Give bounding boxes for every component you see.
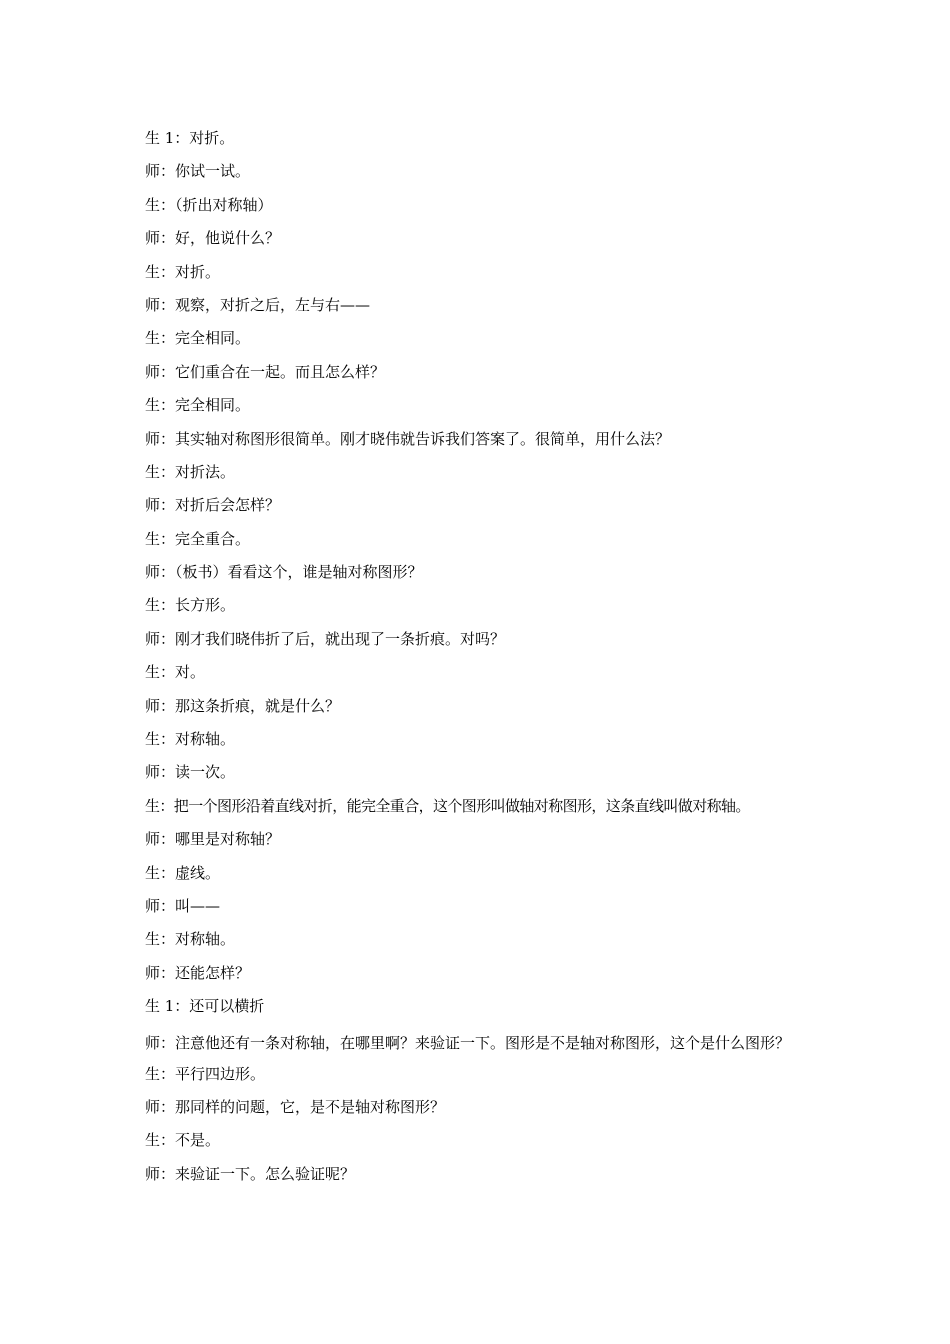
transcript-line: 师：对折后会怎样？ (145, 496, 281, 515)
transcript-line: 师：那这条折痕，就是什么？ (145, 696, 341, 715)
transcript-line: 师：刚才我们晓伟折了后，就出现了一条折痕。对吗？ (145, 629, 506, 648)
transcript-line: 师：那同样的问题，它，是不是轴对称图形？ (145, 1097, 446, 1116)
transcript-line: 生：平行四边形。 (145, 1064, 266, 1083)
transcript-line: 生：不是。 (145, 1131, 221, 1150)
transcript-line: 生 1：还可以横折 (145, 997, 265, 1016)
transcript-line: 生：完全重合。 (145, 529, 251, 548)
transcript-line: 师：观察，对折之后，左与右—— (145, 295, 371, 314)
transcript-line: 生：对折。 (145, 262, 221, 281)
transcript-line: 师：（板书）看看这个，谁是轴对称图形？ (145, 563, 423, 582)
transcript-line: 师：读一次。 (145, 763, 236, 782)
transcript-line: 师：来验证一下。怎么验证呢？ (145, 1164, 356, 1183)
transcript-line: 生：对。 (145, 663, 206, 682)
transcript-line: 师：你试一试。 (145, 162, 251, 181)
transcript-line: 生：对折法。 (145, 462, 236, 481)
transcript-line: 师：还能怎样？ (145, 963, 251, 982)
transcript-line: 师：它们重合在一起。而且怎么样？ (145, 362, 386, 381)
transcript-line: 生：完全相同。 (145, 329, 251, 348)
transcript-line: 师：注意他还有一条对称轴，在哪里啊？来验证一下。图形是不是轴对称图形，这个是什么图形？ (145, 1033, 791, 1052)
transcript-line: 生：对称轴。 (145, 730, 236, 749)
transcript-line: 生：把一个图形沿着直线对折，能完全重合，这个图形叫做轴对称图形，这条直线叫做对称轴。 (145, 796, 750, 815)
transcript-line: 生：完全相同。 (145, 396, 251, 415)
transcript-body (145, 122, 825, 1191)
transcript-line: 师：好，他说什么？ (145, 229, 281, 248)
transcript-line: 师：叫—— (145, 896, 221, 915)
transcript-line: 生 1：对折。 (145, 129, 235, 147)
transcript-line: 生：虚线。 (145, 863, 221, 882)
transcript-line: 生：（折出对称轴） (145, 195, 273, 214)
transcript-line: 师：哪里是对称轴？ (145, 830, 281, 849)
transcript-line: 师：其实轴对称图形很简单。刚才晓伟就告诉我们答案了。很简单，用什么法？ (145, 429, 671, 448)
transcript-line: 生：对称轴。 (145, 930, 236, 949)
transcript-line: 生：长方形。 (145, 596, 236, 615)
